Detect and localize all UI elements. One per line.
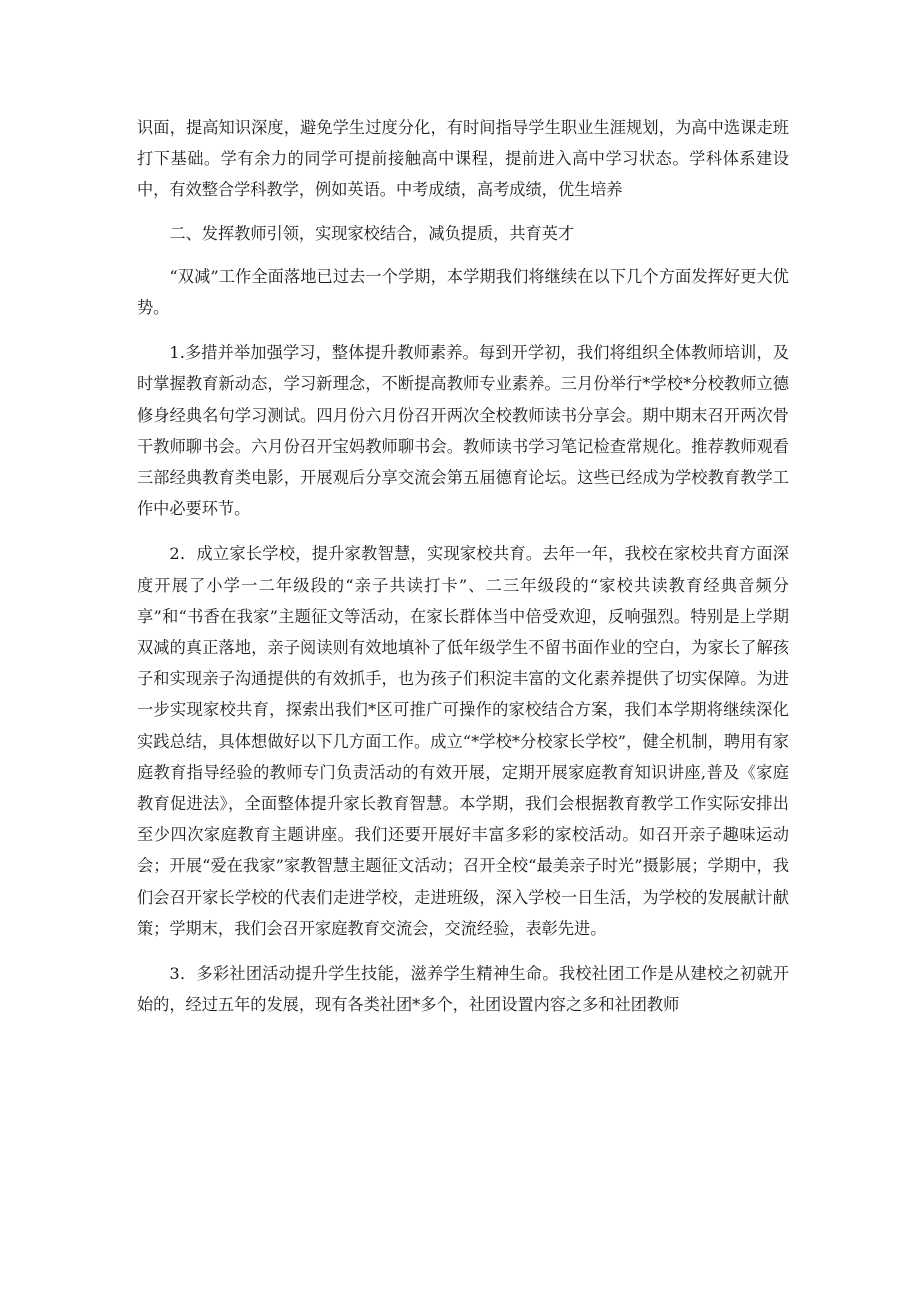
paragraph-continuation: 识面，提高知识深度，避免学生过度分化，有时间指导学生职业生涯规划，为高中选课走班打下基础。学有余力的同学可提前接触高中课程，提前进入高中学习状态。学科体系建设中，有效整合学科教学，例如英语。中考成绩，高考成绩，优生培养 bbox=[137, 118, 789, 200]
paragraph-item-1: 1.多措并举加强学习，整体提升教师素养。每到开学初，我们将组织全体教师培训，及时掌握教育新动态，学习新理念，不断提高教师专业素养。三月份举行*学校*分校教师立德修身经典名句学习测试。四月份六月份召开两次全校教师读书分享会。期中期末召开两次骨干教师聊书会。六月份召开宝妈教师聊书会。教师读书学习笔记检查常规化。推荐教师观看三部经典教育类电影，开展观后分享交流会第五届德育论坛。这些已经成为学校教育教学工作中必要环节。 bbox=[137, 343, 789, 519]
paragraph-item-3: 3．多彩社团活动提升学生技能，滋养学生精神生命。我校社团工作是从建校之初就开始的，经过五年的发展，现有各类社团*多个，社团设置内容之多和社团教师 bbox=[137, 964, 789, 1015]
document-page bbox=[137, 112, 789, 1020]
paragraph-item-2: 2．成立家长学校，提升家教智慧，实现家校共育。去年一年，我校在家校共育方面深度开展了小学一二年级段的“亲子共读打卡”、二三年级段的“家校共读教育经典音频分享”和“书香在我家”主题征文等活动，在家长群体当中倍受欢迎，反响强烈。特别是上学期双减的真正落地，亲子阅读则有效地填补了低年级学生不留书面作业的空白，为家长了解孩子和实现亲子沟通提供的有效抓手，也为孩子们积淀丰富的文化素养提供了切实保障。为进一步实现家校共育，探索出我们*区可推广可操作的家校结合方案，我们本学期将继续深化实践总结，具体想做好以下几方面工作。成立“*学校*分校家长学校”，健全机制，聘用有家庭教育指导经验的教师专门负责活动的有效开展，定期开展家庭教育知识讲座,普及《家庭教育促进法》，全面整体提升家长教育智慧。本学期，我们会根据教育教学工作实际安排出至少四次家庭教育主题讲座。我们还要开展好丰富多彩的家校活动。如召开亲子趣味运动会；开展“爱在我家”家教智慧主题征文活动；召开全校“最美亲子时光”摄影展；学期中，我们会召开家长学校的代表们走进学校，走进班级，深入学校一日生活，为学校的发展献计献策；学期末，我们会召开家庭教育交流会，交流经验，表彰先进。 bbox=[137, 544, 789, 938]
paragraph-intro: “双减”工作全面落地已过去一个学期，本学期我们将继续在以下几个方面发挥好更大优势。 bbox=[137, 266, 789, 318]
section-heading: 二、发挥教师引领，实现家校结合，减负提质，共育英才 bbox=[169, 223, 575, 243]
